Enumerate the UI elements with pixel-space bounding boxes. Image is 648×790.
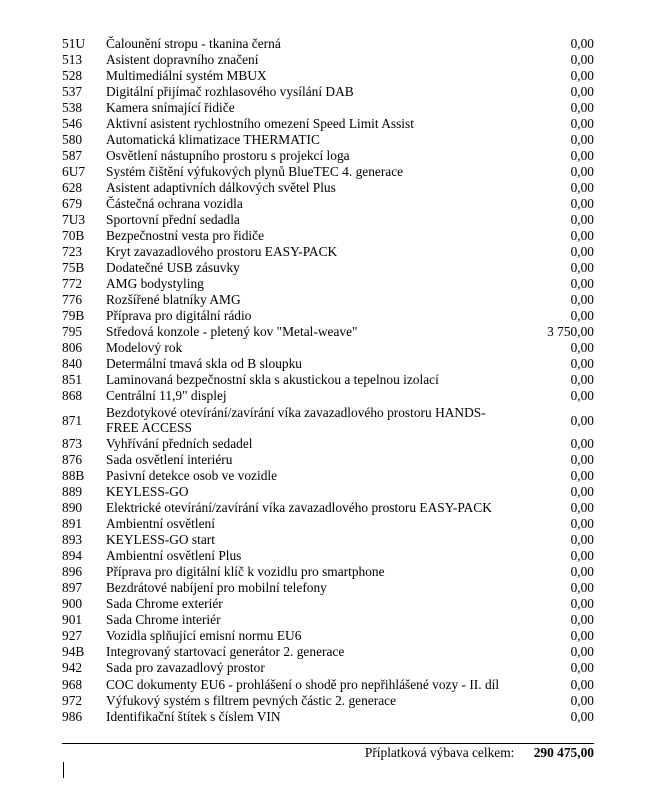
option-code: 942 bbox=[62, 660, 83, 675]
option-code: 795 bbox=[62, 324, 83, 339]
option-price: 0,00 bbox=[570, 276, 594, 291]
option-description: KEYLESS-GO start bbox=[106, 532, 215, 547]
text-cursor[interactable] bbox=[63, 762, 64, 778]
option-price: 0,00 bbox=[570, 644, 594, 659]
table-row bbox=[62, 228, 594, 244]
option-code: 927 bbox=[62, 628, 83, 643]
option-code: 94B bbox=[62, 644, 85, 659]
option-price: 0,00 bbox=[570, 677, 594, 692]
option-description: Částečná ochrana vozidla bbox=[106, 196, 243, 211]
total-row bbox=[62, 745, 594, 761]
option-description: Rozšířené blatníky AMG bbox=[106, 292, 241, 307]
option-price: 0,00 bbox=[570, 244, 594, 259]
option-code: 6U7 bbox=[62, 164, 86, 179]
option-description: Automatická klimatizace THERMATIC bbox=[106, 132, 320, 147]
option-price: 0,00 bbox=[570, 340, 594, 355]
table-row bbox=[62, 452, 594, 468]
option-price: 0,00 bbox=[570, 308, 594, 323]
option-description: Sada Chrome exteriér bbox=[106, 596, 223, 611]
option-description: Bezdrátové nabíjení pro mobilní telefony bbox=[106, 580, 327, 595]
option-description: Bezdotykové otevírání/zavírání víka zavazadlového prostoru HANDS-FREE ACCESS bbox=[106, 405, 486, 435]
option-code: 70B bbox=[62, 228, 85, 243]
option-description: Laminovaná bezpečnostní skla s akustickou a tepelnou izolací bbox=[106, 372, 439, 387]
table-row bbox=[62, 84, 594, 100]
option-code: 7U3 bbox=[62, 212, 86, 227]
table-row bbox=[62, 52, 594, 68]
option-description: Ambientní osvětlení Plus bbox=[106, 548, 242, 563]
table-row bbox=[62, 372, 594, 388]
table-row bbox=[62, 308, 594, 324]
option-code: 75B bbox=[62, 260, 85, 275]
option-description: Sportovní přední sedadla bbox=[106, 212, 240, 227]
table-row bbox=[62, 260, 594, 276]
option-code: 968 bbox=[62, 677, 83, 692]
option-code: 513 bbox=[62, 52, 83, 67]
option-price: 0,00 bbox=[570, 68, 594, 83]
table-row bbox=[62, 180, 594, 196]
option-code: 897 bbox=[62, 580, 83, 595]
option-code: 723 bbox=[62, 244, 83, 259]
table-row bbox=[62, 404, 594, 436]
option-description: Příprava pro digitální klíč k vozidlu pro smartphone bbox=[106, 564, 385, 579]
option-description: Příprava pro digitální rádio bbox=[106, 308, 252, 323]
option-description: Výfukový systém s filtrem pevných částic 2. generace bbox=[106, 693, 397, 708]
option-price: 0,00 bbox=[570, 468, 594, 483]
option-code: 894 bbox=[62, 548, 83, 563]
option-description: COC dokumenty EU6 - prohlášení o shodě pro nepřihlášené vozy - II. díl bbox=[106, 677, 500, 692]
option-price: 0,00 bbox=[570, 580, 594, 595]
table-row bbox=[62, 548, 594, 564]
table-row bbox=[62, 116, 594, 132]
option-code: 889 bbox=[62, 484, 83, 499]
option-description: Středová konzole - pletený kov "Metal-weave" bbox=[106, 324, 358, 339]
option-price: 0,00 bbox=[570, 500, 594, 515]
table-row bbox=[62, 292, 594, 308]
table-row bbox=[62, 532, 594, 548]
option-code: 900 bbox=[62, 596, 83, 611]
table-row bbox=[62, 436, 594, 452]
option-code: 840 bbox=[62, 356, 83, 371]
option-price: 0,00 bbox=[570, 52, 594, 67]
table-row bbox=[62, 500, 594, 516]
option-price: 0,00 bbox=[570, 612, 594, 627]
option-description: Osvětlení nástupního prostoru s projekcí loga bbox=[106, 148, 350, 163]
table-row bbox=[62, 388, 594, 404]
option-code: 873 bbox=[62, 436, 83, 451]
option-code: 546 bbox=[62, 116, 83, 131]
option-code: 580 bbox=[62, 132, 83, 147]
option-price: 0,00 bbox=[570, 116, 594, 131]
option-code: 890 bbox=[62, 500, 83, 515]
option-code: 986 bbox=[62, 709, 83, 724]
table-row bbox=[62, 340, 594, 356]
option-price: 0,00 bbox=[570, 212, 594, 227]
table-row bbox=[62, 212, 594, 228]
table-row bbox=[62, 196, 594, 212]
table-row bbox=[62, 676, 594, 693]
option-code: 972 bbox=[62, 693, 83, 708]
table-row bbox=[62, 276, 594, 292]
table-row bbox=[62, 244, 594, 260]
option-description: Pasivní detekce osob ve vozidle bbox=[106, 468, 278, 483]
option-code: 901 bbox=[62, 612, 83, 627]
option-price: 0,00 bbox=[570, 132, 594, 147]
table-row bbox=[62, 709, 594, 725]
option-description: Bezpečnostní vesta pro řidiče bbox=[106, 228, 265, 243]
option-code: 806 bbox=[62, 340, 83, 355]
option-description: Determální tmavá skla od B sloupku bbox=[106, 356, 302, 371]
option-code: 772 bbox=[62, 276, 83, 291]
option-description: Modelový rok bbox=[106, 340, 183, 355]
option-price: 0,00 bbox=[570, 548, 594, 563]
option-description: Integrovaný startovací generátor 2. generace bbox=[106, 644, 345, 659]
option-price: 0,00 bbox=[570, 356, 594, 371]
option-code: 868 bbox=[62, 388, 83, 403]
option-code: 88B bbox=[62, 468, 85, 483]
option-price: 0,00 bbox=[570, 164, 594, 179]
option-price: 0,00 bbox=[570, 660, 594, 675]
table-row bbox=[62, 644, 594, 660]
table-row bbox=[62, 164, 594, 180]
total-amount: 290 475,00 bbox=[533, 745, 594, 760]
option-code: 537 bbox=[62, 84, 83, 99]
option-description: Kamera snímající řidiče bbox=[106, 100, 235, 115]
option-price: 0,00 bbox=[570, 36, 594, 51]
option-description: Kryt zavazadlového prostoru EASY-PACK bbox=[106, 244, 338, 259]
total-label: Příplatková výbava celkem: bbox=[364, 745, 515, 760]
option-code: 893 bbox=[62, 532, 83, 547]
option-code: 538 bbox=[62, 100, 83, 115]
equipment-rows bbox=[62, 36, 594, 725]
option-price: 0,00 bbox=[570, 388, 594, 403]
table-row bbox=[62, 596, 594, 612]
option-price: 0,00 bbox=[570, 709, 594, 724]
option-description: Identifikační štítek s číslem VIN bbox=[106, 709, 281, 724]
table-row bbox=[62, 580, 594, 596]
option-code: 587 bbox=[62, 148, 83, 163]
option-price: 0,00 bbox=[570, 484, 594, 499]
option-price: 0,00 bbox=[570, 628, 594, 643]
option-description: Vozidla splňující emisní normu EU6 bbox=[106, 628, 302, 643]
option-price: 3 750,00 bbox=[547, 324, 594, 339]
option-description: Ambientní osvětlení bbox=[106, 516, 215, 531]
option-description: Digitální přijímač rozhlasového vysílání DAB bbox=[106, 84, 354, 99]
option-price: 0,00 bbox=[570, 196, 594, 211]
equipment-list bbox=[62, 36, 594, 725]
option-price: 0,00 bbox=[570, 412, 594, 428]
option-code: 851 bbox=[62, 372, 83, 387]
option-price: 0,00 bbox=[570, 372, 594, 387]
table-row bbox=[62, 612, 594, 628]
option-price: 0,00 bbox=[570, 516, 594, 531]
option-description: Dodatečné USB zásuvky bbox=[106, 260, 240, 275]
option-description: Aktivní asistent rychlostního omezení Speed Limit Assist bbox=[106, 116, 414, 131]
table-row bbox=[62, 100, 594, 116]
option-description: Centrální 11,9" displej bbox=[106, 388, 227, 403]
option-description: Asistent dopravního značení bbox=[106, 52, 259, 67]
option-price: 0,00 bbox=[570, 436, 594, 451]
option-code: 79B bbox=[62, 308, 85, 323]
option-price: 0,00 bbox=[570, 292, 594, 307]
option-description: Systém čištění výfukových plynů BlueTEC 4. generace bbox=[106, 164, 404, 179]
option-code: 891 bbox=[62, 516, 83, 531]
option-price: 0,00 bbox=[570, 452, 594, 467]
table-row bbox=[62, 132, 594, 148]
table-row bbox=[62, 516, 594, 532]
option-description: KEYLESS-GO bbox=[106, 484, 189, 499]
option-description: Sada pro zavazadlový prostor bbox=[106, 660, 265, 675]
option-code: 628 bbox=[62, 180, 83, 195]
option-description: Multimediální systém MBUX bbox=[106, 68, 267, 83]
table-row bbox=[62, 356, 594, 372]
option-code: 528 bbox=[62, 68, 83, 83]
table-row bbox=[62, 628, 594, 644]
option-price: 0,00 bbox=[570, 228, 594, 243]
equipment-table bbox=[62, 36, 594, 725]
table-row bbox=[62, 68, 594, 84]
option-description: Vyhřívání předních sedadel bbox=[106, 436, 253, 451]
table-row bbox=[62, 564, 594, 580]
table-row bbox=[62, 484, 594, 500]
option-description: Čalounění stropu - tkanina černá bbox=[106, 36, 281, 51]
option-price: 0,00 bbox=[570, 532, 594, 547]
option-description: Sada osvětlení interiéru bbox=[106, 452, 233, 467]
option-description: Elektrické otevírání/zavírání víka zavazadlového prostoru EASY-PACK bbox=[106, 500, 492, 515]
table-row bbox=[62, 324, 594, 340]
table-row bbox=[62, 148, 594, 164]
option-code: 679 bbox=[62, 196, 83, 211]
table-row bbox=[62, 468, 594, 484]
option-price: 0,00 bbox=[570, 148, 594, 163]
total-divider bbox=[62, 743, 594, 744]
table-row bbox=[62, 660, 594, 676]
option-description: Sada Chrome interiér bbox=[106, 612, 221, 627]
option-price: 0,00 bbox=[570, 100, 594, 115]
table-row bbox=[62, 693, 594, 709]
option-code: 876 bbox=[62, 452, 83, 467]
option-price: 0,00 bbox=[570, 693, 594, 708]
option-price: 0,00 bbox=[570, 564, 594, 579]
option-price: 0,00 bbox=[570, 596, 594, 611]
option-code: 51U bbox=[62, 36, 86, 51]
option-code: 896 bbox=[62, 564, 83, 579]
option-price: 0,00 bbox=[570, 84, 594, 99]
option-description: Asistent adaptivních dálkových světel Plus bbox=[106, 180, 336, 195]
option-code: 871 bbox=[62, 412, 83, 428]
option-price: 0,00 bbox=[570, 260, 594, 275]
option-description: AMG bodystyling bbox=[106, 276, 204, 291]
table-row bbox=[62, 36, 594, 52]
option-price: 0,00 bbox=[570, 180, 594, 195]
option-code: 776 bbox=[62, 292, 83, 307]
